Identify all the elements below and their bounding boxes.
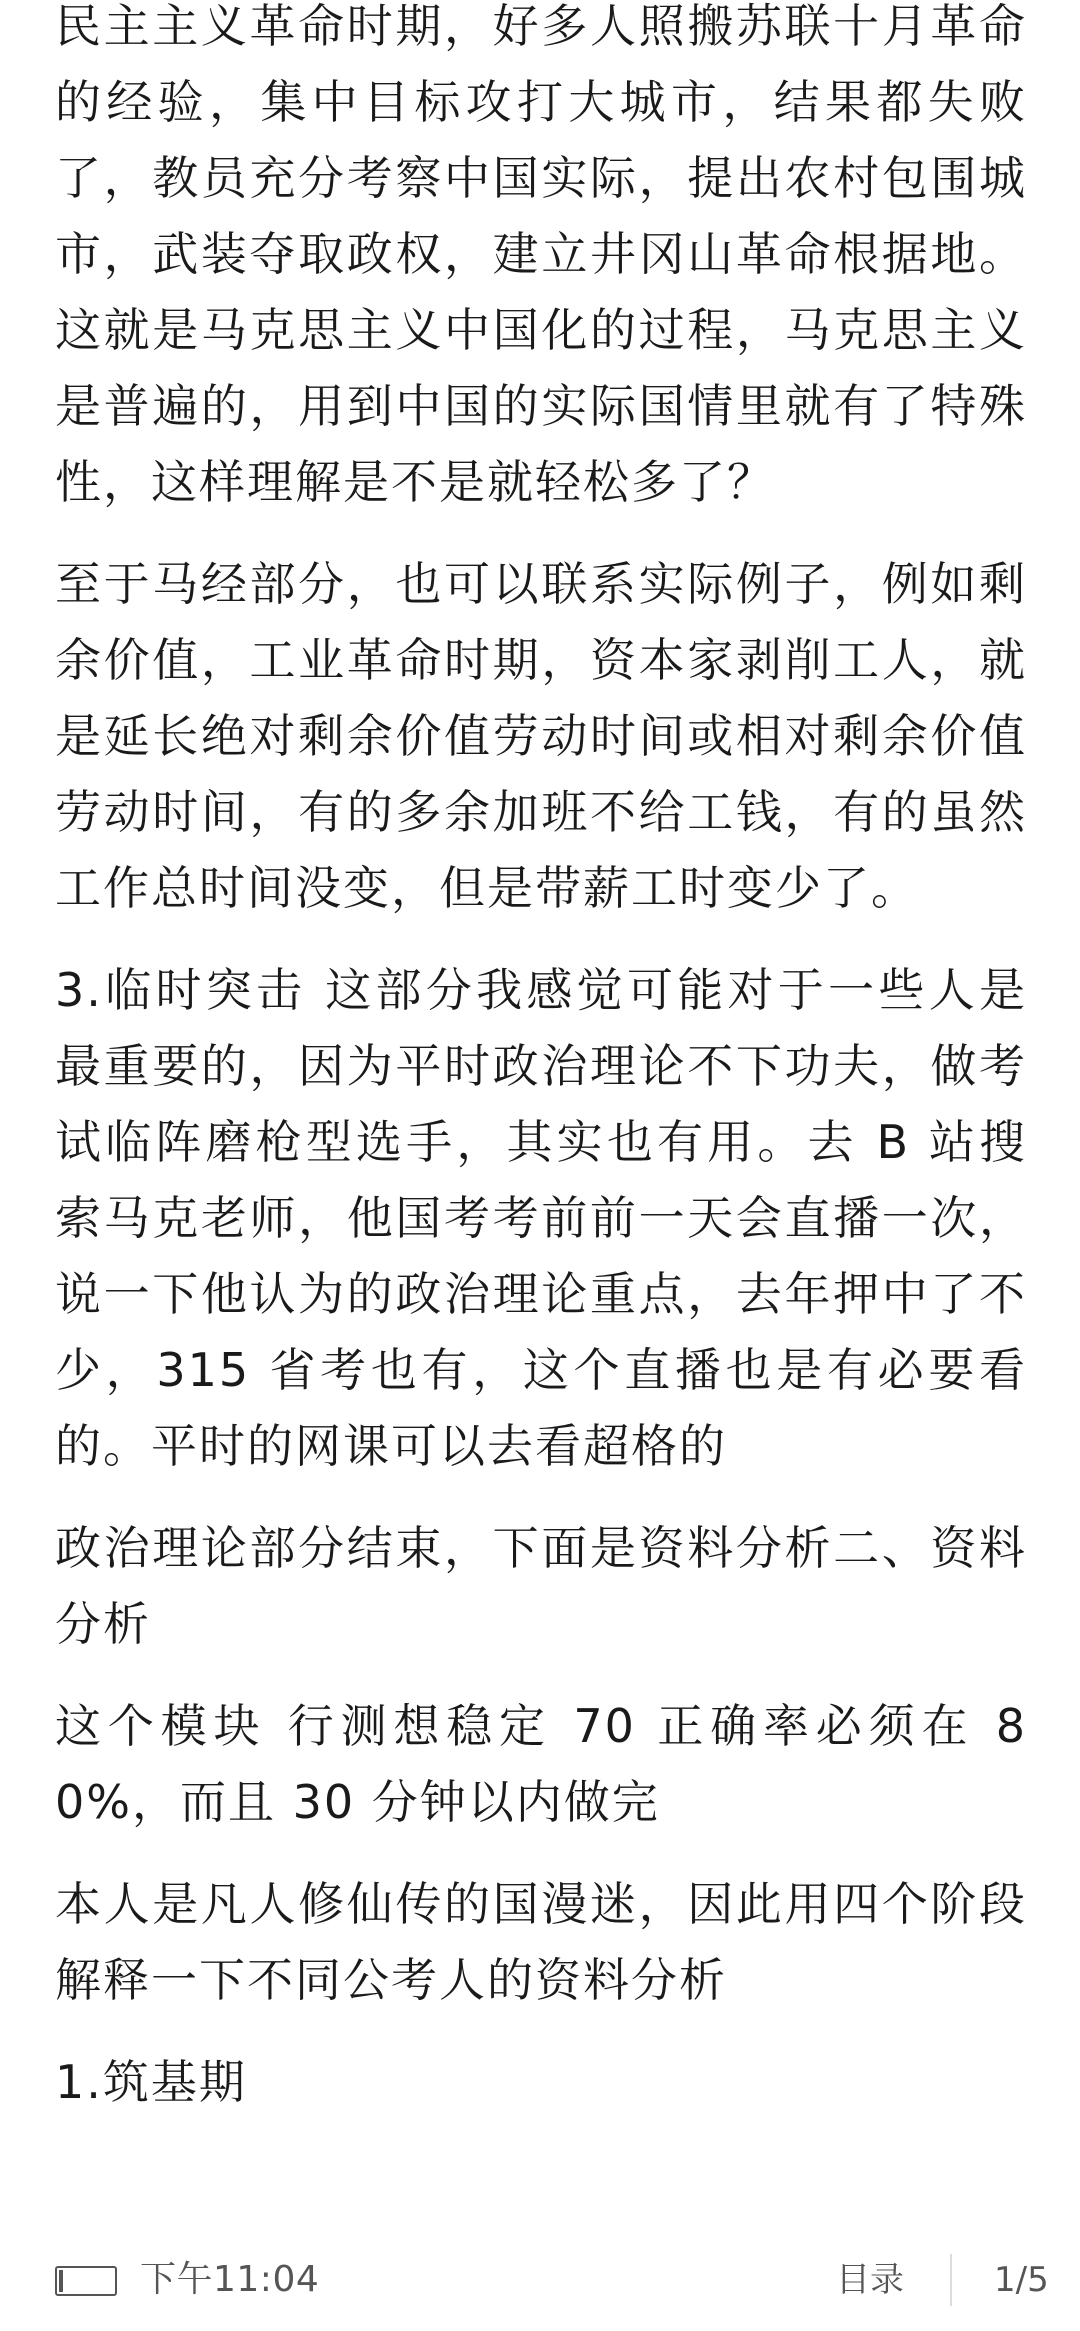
battery-level [59,2270,63,2292]
clock-time: 下午11:04 [140,2259,320,2300]
battery-icon [55,2266,117,2296]
paragraph: 至于马经部分，也可以联系实际例子，例如剩余价值，工业革命时期，资本家剥削工人，就是延长绝对剩余价值劳动时间或相对剩余价值劳动时间，有的多余加班不给工钱，有的虽然工作总时间没变，但是带薪工时变少了。 [55,557,1027,915]
reader-status-bar [0,2230,1080,2331]
paragraph: 这个模块 行测想稳定 70 正确率必须在 80%，而且 30 分钟以内做完 [55,1699,1027,1829]
page-indicator: 1/5 [994,2260,1049,2300]
divider [950,2254,952,2306]
toc-button[interactable]: 目录 [836,2260,904,2300]
sub-heading: 1.筑基期 [55,2055,247,2109]
paragraph: 本人是凡人修仙传的国漫迷，因此用四个阶段解释一下不同公考人的资料分析 [55,1877,1027,2007]
article-body [55,0,1027,2120]
paragraph: 3.临时突击 这部分我感觉可能对于一些人是最重要的，因为平时政治理论不下功夫，做考试临阵磨枪型选手，其实也有用。去 B 站搜索马克老师，他国考考前前一天会直播一次， 说一下他认为的政治理论重点，去年押中了不少，315 省考也有，这个直播也是有必要看的。平时的网课可以去看超格的 [55,963,1027,1473]
paragraph: 民主主义革命时期，好多人照搬苏联十月革命的经验，集中目标攻打大城市，结果都失败了，教员充分考察中国实际，提出农村包围城市，武装夺取政权，建立井冈山革命根据地。这就是马克思主义中国化的过程，马克思主义是普遍的，用到中国的实际国情里就有了特殊性，这样理解是不是就轻松多了？ [55,0,1027,509]
section-heading: 政治理论部分结束，下面是资料分析二、资料分析 [55,1521,1027,1651]
